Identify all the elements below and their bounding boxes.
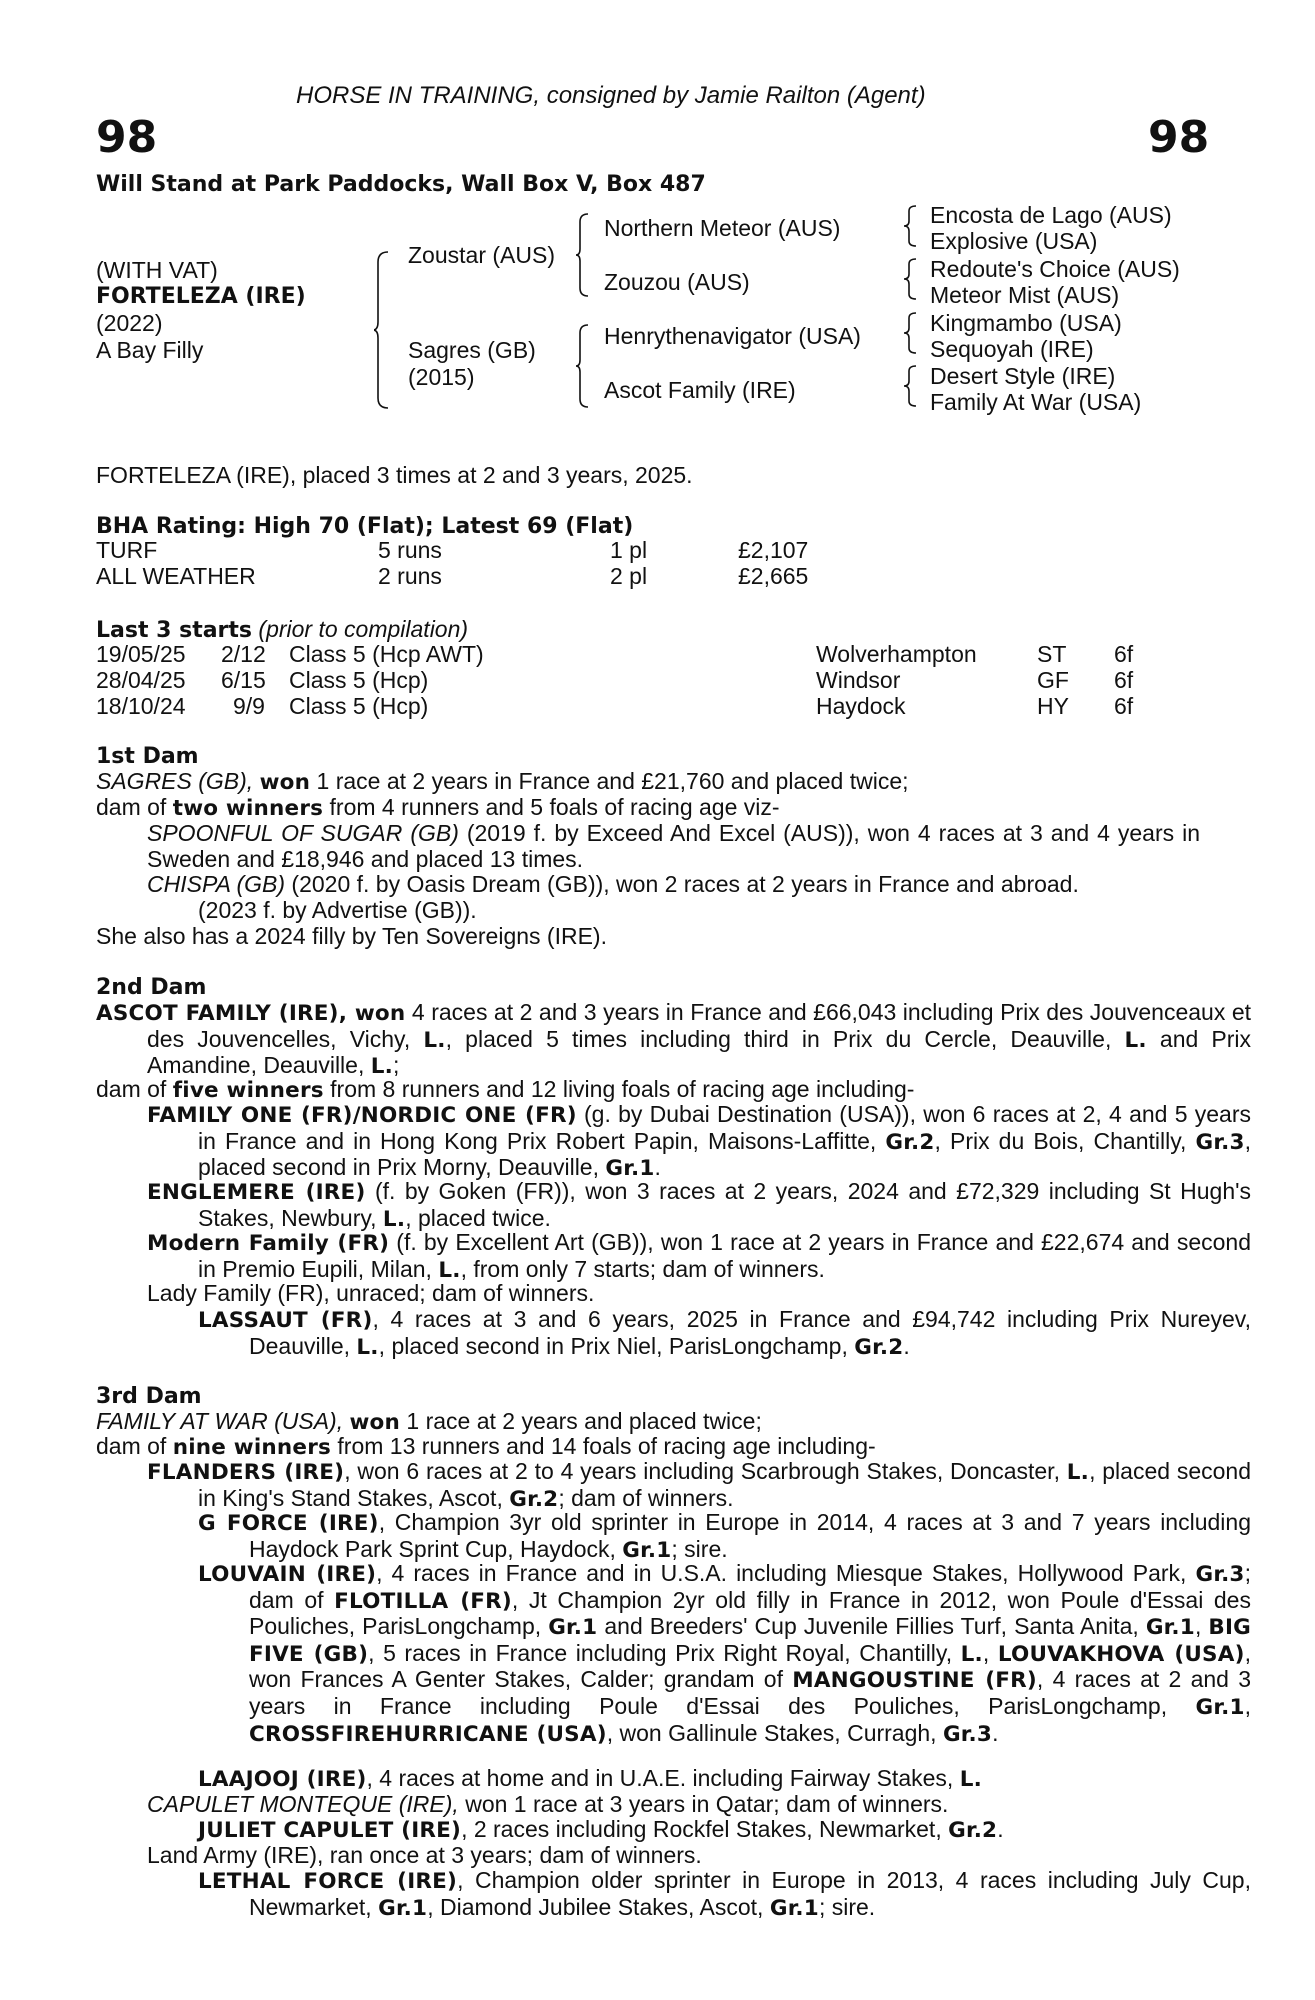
lot-number-right: 98 <box>1148 112 1210 163</box>
progeny-record: , Prix du Bois, Chantilly, <box>934 1127 1187 1154</box>
rating-surface: ALL WEATHER <box>96 563 256 589</box>
pedigree-g3-6: Sequoyah (IRE) <box>930 336 1094 362</box>
rating-prize: £2,665 <box>738 563 809 589</box>
pedigree-sire: Zoustar (AUS) <box>408 242 555 268</box>
group-label: Gr.2 <box>948 1818 998 1843</box>
group-label: Gr.3 <box>1195 1562 1245 1587</box>
dam-of-label: dam of <box>96 794 167 820</box>
first-dam-line <box>96 769 909 796</box>
progeny-name: MANGOUSTINE (FR) <box>792 1668 1037 1694</box>
record-text: , placed 5 times including third in Prix du Cercle, Deauville, <box>445 1025 1112 1052</box>
second-dam-name: ASCOT FAMILY (IRE), won <box>96 1001 406 1026</box>
progeny-record: , Jt Champion 2yr old filly in France in 2012, won Poule d'Essai des Pouliches, ParisLongchamp, <box>249 1586 1251 1640</box>
race-summary: FORTELEZA (IRE), placed 3 times at 2 and 3 years, 2025. <box>96 462 693 488</box>
pedigree-brace-g3-3 <box>904 311 918 355</box>
winners-count: two winners <box>172 796 324 821</box>
listed-label: L. <box>356 1334 379 1360</box>
progeny-family-one: FAMILY ONE (FR)/NORDIC ONE (FR) (g. by Dubai Destination (USA)), won 6 races at 2, 4 and 5 years in France and in Hong Kong Prix Robert Papin, Maisons-Laffitte, Gr.2, Prix du Bois, Chantilly, Gr.3, placed second in Prix Morny, Deauville, Gr.1. <box>147 1101 1252 1182</box>
group-label: Gr.2 <box>854 1334 904 1360</box>
won-label: won <box>259 770 311 795</box>
last-starts-note: (prior to compilation) <box>258 616 469 642</box>
progeny-name: LASSAUT (FR) <box>198 1308 373 1333</box>
pedigree-g3-8: Family At War (USA) <box>930 389 1142 415</box>
progeny-record: , 4 races at home and in U.A.E. including Fairway Stakes, <box>366 1765 954 1791</box>
consignor-header: HORSE IN TRAINING, consigned by Jamie Railton (Agent) <box>296 82 926 109</box>
dam-of-label: dam of <box>96 1433 167 1459</box>
rating-surface: TURF <box>96 537 158 563</box>
pedigree-dam-dam: Ascot Family (IRE) <box>604 377 796 403</box>
horse-description: A Bay Filly <box>96 337 204 363</box>
progeny-record: , 4 races at 3 and 6 years, 2025 in France and £94,742 including Prix Nureyev, Deauville, <box>249 1306 1251 1359</box>
start-race: Class 5 (Hcp) <box>289 693 429 719</box>
pedigree-brace-g3-2 <box>904 257 918 301</box>
record-text: and Prix Amandine, Deauville, <box>147 1025 1252 1079</box>
progeny-name: CROSSFIREHURRICANE (USA) <box>249 1721 607 1747</box>
group-label: Gr.1 <box>605 1156 655 1182</box>
winners-count: five winners <box>172 1078 324 1103</box>
rating-runs: 2 runs <box>378 563 442 589</box>
listed-label: L. <box>959 1767 982 1792</box>
progeny-record: ; sire. <box>671 1535 728 1562</box>
horse-name: FORTELEZA (IRE) <box>96 284 306 309</box>
group-label: Gr.1 <box>622 1537 672 1563</box>
first-dam-record: 1 race at 2 years in France and £21,760 and placed twice; <box>316 768 909 794</box>
progeny-name: G FORCE (IRE) <box>198 1511 379 1536</box>
start-position: 9/9 <box>233 693 265 719</box>
pedigree-sire-sire: Northern Meteor (AUS) <box>604 215 841 241</box>
progeny-capulet-monteque <box>147 1792 948 1818</box>
start-course: Haydock <box>816 693 906 719</box>
listed-label: L. <box>370 1054 394 1080</box>
progeny-louvain: LOUVAIN (IRE), 4 races in France and in U.S.A. including Miesque Stakes, Hollywood Park, Gr.3; dam of FLOTILLA (FR), Jt Champion 2yr old filly in France in 2012, won Poule d'Essai des Pouliches, ParisLongchamp, Gr.1 and Breeders' Cup Juvenile Fillies Turf, Santa Anita, Gr.1, BIG FIVE (GB), 5 races in France including Prix Right Royal, Chantilly, L., LOUVAKHOVA (USA), won Frances A Genter Stakes, Calder; grandam of MANGOUSTINE (FR), 4 races at 2 and 3 years in France including Poule d'Essai des Pouliches, ParisLongchamp, Gr.1, CROSSFIREHURRICANE (USA), won Gallinule Stakes, Curragh, Gr.3. <box>198 1560 1252 1747</box>
progeny-record: won 1 race at 3 years in Qatar; dam of winners. <box>465 1791 949 1817</box>
progeny-record: , placed twice. <box>405 1204 551 1231</box>
progeny-record: , Diamond Jubilee Stakes, Ascot, <box>427 1893 764 1920</box>
pedigree-brace-g3-4 <box>904 364 918 408</box>
progeny-name: Modern Family (FR) <box>147 1231 390 1256</box>
pedigree-brace-dam <box>576 323 590 409</box>
listed-label: L. <box>960 1641 983 1667</box>
progeny-name: SPOONFUL OF SUGAR (GB) <box>147 820 459 846</box>
progeny-name: CHISPA (GB) <box>147 871 286 897</box>
progeny-record: , Champion older sprinter in Europe in 2013, 4 races including July Cup, Newmarket, <box>249 1867 1251 1920</box>
second-dam-record <box>96 1000 1251 1080</box>
group-label: Gr.2 <box>509 1486 559 1512</box>
runners-summary: from 8 runners and 12 living foals of racing age including- <box>330 1076 915 1102</box>
first-dam-produce-line <box>96 795 780 822</box>
group-label: Gr.1 <box>769 1895 819 1921</box>
last-starts-title: Last 3 starts <box>96 618 253 643</box>
progeny-g-force <box>198 1510 1251 1563</box>
rating-runs: 5 runs <box>378 537 442 563</box>
first-dam-name: SAGRES (GB), <box>96 768 254 794</box>
start-date: 19/05/25 <box>96 641 186 667</box>
pedigree-brace-main <box>374 250 390 410</box>
vat-note: (WITH VAT) <box>96 257 218 283</box>
progeny-englemere <box>147 1179 1251 1232</box>
first-dam-progeny-2 <box>147 872 1200 898</box>
progeny-name: LETHAL FORCE (IRE) <box>198 1869 458 1894</box>
progeny-name: FLANDERS (IRE) <box>147 1460 345 1485</box>
progeny-record: (g. by Dubai Destination (USA)), won 6 races at 2, 4 and 5 years in France and in Hong Kong Prix Robert Papin, Maisons-Laffitte, <box>198 1101 1251 1154</box>
pedigree-g3-1: Encosta de Lago (AUS) <box>930 202 1172 228</box>
pedigree-g3-4: Meteor Mist (AUS) <box>930 282 1120 308</box>
progeny-record: , 4 races at 2 and 3 years in France including Poule d'Essai des Pouliches, ParisLongchamp, <box>249 1666 1252 1719</box>
progeny-land-army: Land Army (IRE), ran once at 3 years; dam of winners. <box>147 1842 702 1868</box>
start-going: HY <box>1037 693 1069 719</box>
progeny-record: ; sire. <box>818 1893 876 1920</box>
start-going: ST <box>1037 641 1067 667</box>
start-race: Class 5 (Hcp) <box>289 667 429 693</box>
progeny-lassaut: LASSAUT (FR), 4 races at 3 and 6 years, 2025 in France and £94,742 including Prix Nureyev, Deauville, L., placed second in Prix Niel, ParisLongchamp, Gr.2. <box>198 1306 1251 1360</box>
progeny-record: , won 6 races at 2 to 4 years including Scarbrough Stakes, Doncaster, <box>344 1458 1060 1484</box>
runners-summary: from 13 runners and 14 foals of racing age including- <box>337 1433 876 1459</box>
first-dam-progeny-3: (2023 f. by Advertise (GB)). <box>198 897 477 923</box>
progeny-record: , won Gallinule Stakes, Curragh, <box>606 1719 937 1746</box>
pedigree-g3-3: Redoute's Choice (AUS) <box>930 256 1180 282</box>
pedigree-dam-year: (2015) <box>408 364 475 390</box>
third-dam-name: FAMILY AT WAR (USA), <box>96 1408 344 1434</box>
record-text: 4 races at 2 and 3 years in France and £66,043 including Prix des Jouvenceaux et des Jouvencelles, Vichy, <box>147 999 1252 1052</box>
winners-count: nine winners <box>172 1435 331 1460</box>
bha-rating: BHA Rating: High 70 (Flat); Latest 69 (Flat) <box>96 514 634 539</box>
pedigree-brace-g3-1 <box>904 204 918 248</box>
progeny-name: JULIET CAPULET (IRE) <box>198 1818 462 1843</box>
start-distance: 6f <box>1114 641 1134 667</box>
progeny-name: LOUVAIN (IRE) <box>198 1562 377 1587</box>
start-distance: 6f <box>1114 693 1134 719</box>
pedigree-g3-2: Explosive (USA) <box>930 228 1098 254</box>
progeny-record: (f. by Goken (FR)), won 3 races at 2 years, 2024 and £72,329 including St Hugh's Stakes, Newbury, <box>198 1178 1252 1231</box>
pedigree-g3-7: Desert Style (IRE) <box>930 363 1116 389</box>
progeny-name: FAMILY ONE (FR)/NORDIC ONE (FR) <box>147 1103 577 1128</box>
progeny-name: LAAJOOJ (IRE) <box>198 1767 367 1792</box>
progeny-modern-family <box>147 1230 1251 1283</box>
third-dam-line <box>96 1409 762 1436</box>
rating-placed: 1 pl <box>610 537 648 563</box>
lot-number-left: 98 <box>96 112 158 163</box>
progeny-record: , 5 races in France including Prix Right Royal, Chantilly, <box>368 1639 953 1666</box>
listed-label: L. <box>438 1257 461 1283</box>
second-dam-heading: 2nd Dam <box>96 975 207 1000</box>
progeny-lethal-force <box>198 1868 1251 1921</box>
rating-placed: 2 pl <box>610 563 648 589</box>
won-label: won <box>349 1410 401 1435</box>
third-dam-record: 1 race at 2 years and placed twice; <box>406 1408 762 1434</box>
first-dam-progeny-1 <box>97 821 1200 872</box>
progeny-record: , placed second in King's Stand Stakes, Ascot, <box>198 1458 1251 1511</box>
record-text: ; <box>393 1052 400 1079</box>
progeny-record: , won Frances A Genter Stakes, Calder; grandam of <box>249 1639 1251 1693</box>
progeny-record: ; dam of <box>249 1560 1251 1613</box>
group-label: Gr.3 <box>1195 1129 1245 1155</box>
start-date: 28/04/25 <box>96 667 186 693</box>
progeny-record: (f. by Excellent Art (GB)), won 1 race at 2 years in France and £22,674 and second in Premio Eupili, Milan, <box>198 1229 1252 1282</box>
progeny-record: (2019 f. by Exceed And Excel (AUS)), won 4 races at 3 and 4 years in Sweden and £18,946 and placed 13 times. <box>147 820 1200 872</box>
listed-label: L. <box>1066 1460 1090 1485</box>
progeny-laajooj <box>198 1766 1200 1793</box>
progeny-record: and Breeders' Cup Juvenile Fillies Turf, Santa Anita, <box>604 1613 1139 1640</box>
progeny-flanders <box>147 1459 1251 1512</box>
listed-label: L. <box>1124 1027 1147 1053</box>
third-dam-produce-line <box>96 1434 876 1461</box>
progeny-name: LOUVAKHOVA (USA) <box>997 1641 1245 1667</box>
horse-year: (2022) <box>96 310 163 336</box>
listed-label: L. <box>423 1027 446 1053</box>
second-dam-produce-line <box>96 1077 914 1104</box>
dam-of-label: dam of <box>96 1076 167 1102</box>
progeny-lady-family: Lady Family (FR), unraced; dam of winners. <box>147 1280 595 1306</box>
rating-prize: £2,107 <box>738 537 809 563</box>
progeny-name: BIG FIVE (GB) <box>249 1615 1252 1667</box>
first-dam-yearling: She also has a 2024 filly by Ten Sovereigns (IRE). <box>96 923 607 949</box>
start-distance: 6f <box>1114 667 1134 693</box>
start-race: Class 5 (Hcp AWT) <box>289 641 484 667</box>
pedigree-dam: Sagres (GB) <box>408 337 536 363</box>
last-starts-heading <box>96 617 468 644</box>
group-label: Gr.3 <box>942 1721 993 1747</box>
group-label: Gr.1 <box>1145 1615 1195 1641</box>
start-position: 2/12 <box>221 641 266 667</box>
pedigree-dam-sire: Henrythenavigator (USA) <box>604 323 861 349</box>
progeny-name: ENGLEMERE (IRE) <box>147 1180 366 1205</box>
group-label: Gr.1 <box>1195 1694 1245 1720</box>
progeny-record: (2020 f. by Oasis Dream (GB)), won 2 races at 2 years in France and abroad. <box>291 871 1079 897</box>
start-position: 6/15 <box>221 667 266 693</box>
pedigree-sire-dam: Zouzou (AUS) <box>604 269 750 295</box>
start-course: Windsor <box>816 667 901 693</box>
group-label: Gr.2 <box>885 1129 935 1155</box>
progeny-record: , placed second in Prix Morny, Deauville, <box>198 1127 1252 1181</box>
third-dam-heading: 3rd Dam <box>96 1384 202 1409</box>
progeny-record: ; dam of winners. <box>558 1484 734 1511</box>
runners-summary: from 4 runners and 5 foals of racing age viz- <box>329 794 780 820</box>
progeny-juliet-capulet: JULIET CAPULET (IRE), 2 races including Rockfel Stakes, Newmarket, Gr.2. <box>198 1816 1004 1843</box>
group-label: Gr.1 <box>378 1895 428 1921</box>
progeny-name: FLOTILLA (FR) <box>334 1588 512 1614</box>
pedigree-g3-5: Kingmambo (USA) <box>930 310 1122 336</box>
pedigree-brace-sire <box>576 212 590 298</box>
start-date: 18/10/24 <box>96 693 186 719</box>
stand-location: Will Stand at Park Paddocks, Wall Box V, Box 487 <box>96 172 706 197</box>
progeny-record: , 2 races including Rockfel Stakes, Newmarket, <box>461 1816 942 1842</box>
first-dam-heading: 1st Dam <box>96 744 199 769</box>
progeny-name: CAPULET MONTEQUE (IRE), <box>147 1791 459 1817</box>
progeny-record: , from only 7 starts; dam of winners. <box>460 1255 825 1282</box>
progeny-record: , placed second in Prix Niel, ParisLongchamp, <box>378 1332 848 1359</box>
progeny-record: , 4 races in France and in U.S.A. including Miesque Stakes, Hollywood Park, <box>376 1560 1187 1586</box>
start-course: Wolverhampton <box>816 641 977 667</box>
start-going: GF <box>1037 667 1069 693</box>
group-label: Gr.1 <box>548 1615 598 1641</box>
progeny-record: , Champion 3yr old sprinter in Europe in 2014, 4 races at 3 and 7 years including Haydock Park Sprint Cup, Haydock, <box>249 1509 1251 1562</box>
listed-label: L. <box>382 1206 406 1232</box>
